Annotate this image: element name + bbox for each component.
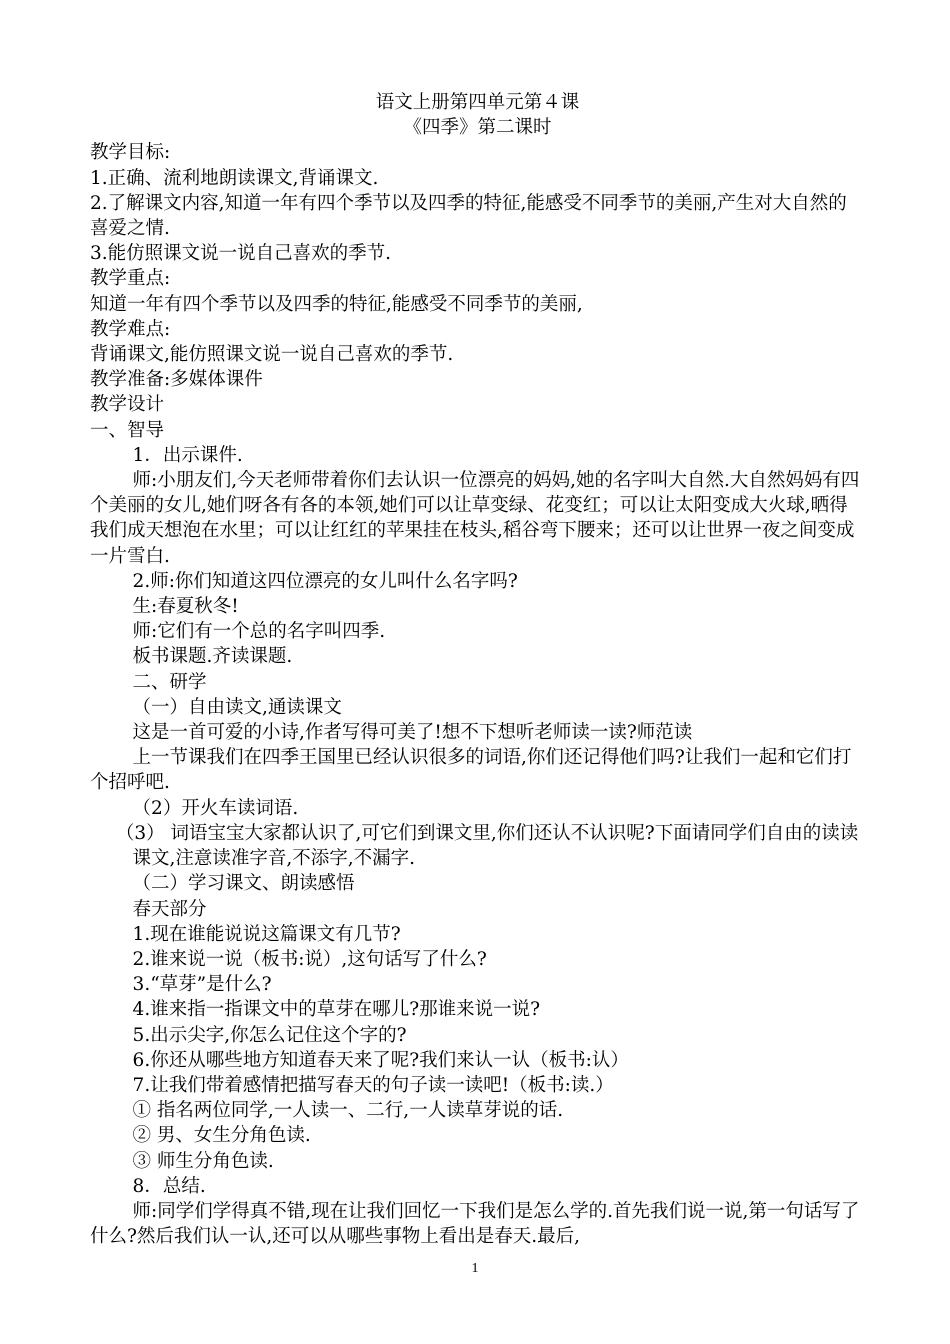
paragraph: 生:春夏秋冬! xyxy=(132,596,239,618)
document-title-line1: 语文上册第四单元第４课 xyxy=(375,92,580,113)
section-heading-difficulties: 教学难点: xyxy=(90,318,171,340)
difficulties-text: 背诵课文,能仿照课文说一说自己喜欢的季节. xyxy=(90,344,454,366)
paragraph: 6.你还从哪些地方知道春天来了呢?我们来认一认（板书:认） xyxy=(132,1049,629,1071)
section-heading-design: 教学设计 xyxy=(90,394,165,416)
paragraph: 师:小朋友们,今天老师带着你们去认识一位漂亮的妈妈,她的名字叫大自然.大自然妈妈有四个美丽的女儿,她们呀各有各的本领,她们可以让草变绿、花变红；可以让太阳变成大火球,晒得我们成天想泡在水里；可以让红红的苹果挂在枝头,稻谷弯下腰来；还可以让世界一夜之间变成一片雪白. xyxy=(90,470,860,567)
paragraph: 师:它们有一个总的名字叫四季. xyxy=(132,621,386,643)
document-body xyxy=(90,90,865,1249)
paragraph: ② 男、女生分角色读. xyxy=(132,1125,311,1147)
paragraph: 5.出示尖字,你怎么记住这个字的? xyxy=(132,1024,407,1046)
paragraph: （一）自由读文,通读课文 xyxy=(132,696,342,718)
key-points-text: 知道一年有四个季节以及四季的特征,能感受不同季节的美丽, xyxy=(90,293,583,315)
paragraph: 4.谁来指一指课文中的草芽在哪儿?那谁来说一说? xyxy=(132,999,541,1021)
paragraph: 1．出示课件. xyxy=(132,444,243,466)
paragraph: 这是一首可爱的小诗,作者写得可美了!想不下想听老师读一读?师范读 xyxy=(132,722,693,744)
paragraph: ① 指名两位同学,一人读一、二行,一人读草芽说的话. xyxy=(132,1100,564,1122)
objective-item: 2.了解课文内容,知道一年有四个季节以及四季的特征,能感受不同季节的美丽,产生对大自然的喜爱之情. xyxy=(90,192,847,240)
section-heading-intro: 一、智导 xyxy=(90,419,165,441)
paragraph: 上一节课我们在四季王国里已经认识很多的词语,你们还记得他们吗?让我们一起和它们打个招呼吧. xyxy=(90,747,852,794)
paragraph: 3.“草芽”是什么? xyxy=(132,974,272,996)
paragraph: （二）学习课文、朗读感悟 xyxy=(132,873,355,895)
paragraph: （3） 词语宝宝大家都认识了,可它们到课文里,你们还认不认识呢?下面请同学们自由的读读课文,注意读准字音,不添字,不漏字. xyxy=(115,822,859,870)
page-number: 1 xyxy=(471,1261,479,1276)
section-heading-objectives: 教学目标: xyxy=(90,142,171,164)
paragraph: 1.现在谁能说说这篇课文有几节? xyxy=(132,923,401,945)
objective-item: 3.能仿照课文说一说自己喜欢的季节. xyxy=(90,243,392,265)
paragraph: ③ 师生分角色读. xyxy=(132,1150,274,1172)
paragraph: 8．总结. xyxy=(132,1175,206,1197)
document-title-line2: 《四季》第二课时 xyxy=(403,117,552,139)
preparation-text: 教学准备:多媒体课件 xyxy=(90,369,263,391)
paragraph: 春天部分 xyxy=(132,898,207,920)
section-heading-key-points: 教学重点: xyxy=(90,268,171,290)
objective-item: 1.正确、流利地朗读课文,背诵课文. xyxy=(90,167,379,189)
section-heading-study: 二、研学 xyxy=(132,671,207,693)
paragraph: 2.师:你们知道这四位漂亮的女儿叫什么名字吗? xyxy=(132,570,518,592)
paragraph: （2）开火车读词语. xyxy=(132,797,299,819)
paragraph: 7.让我们带着感情把描写春天的句子读一读吧!（板书:读.） xyxy=(132,1074,614,1096)
paragraph: 2.谁来说一说（板书:说）,这句话写了什么? xyxy=(132,948,487,970)
paragraph: 板书课题.齐读课题. xyxy=(132,646,293,668)
paragraph: 师:同学们学得真不错,现在让我们回忆一下我们是怎么学的.首先我们说一说,第一句话写了什么?然后我们认一认,还可以从哪些事物上看出是春天.最后, xyxy=(90,1200,860,1248)
